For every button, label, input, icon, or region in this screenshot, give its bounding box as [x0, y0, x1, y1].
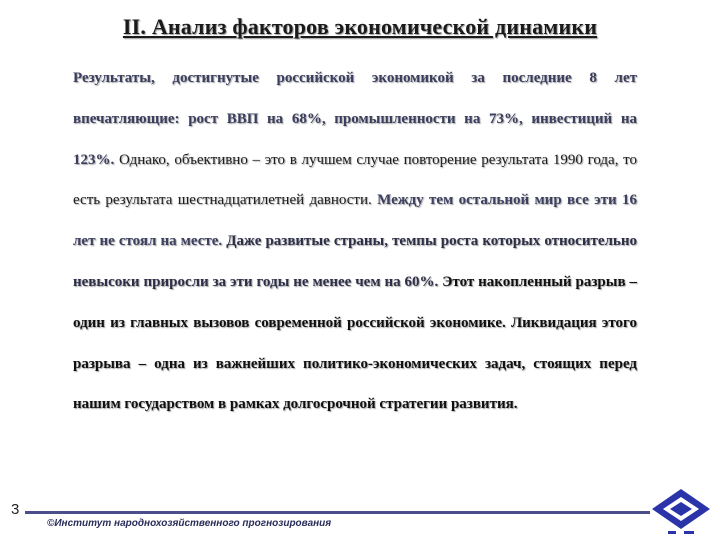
institute-logo-icon	[648, 487, 714, 539]
paragraph-segment-however: Однако, объективно – это в лучшем случае повторение результата 1990 года, то есть результата шестнадцатилетней давности.	[73, 151, 638, 209]
page-number: 3	[11, 501, 20, 518]
paragraph-segment-results: Результаты, достигнутые российской экономикой за последние 8 лет впечатляющие: рост ВВП на 68%, промышленности на 73%, инвестиций на 123%.	[73, 70, 637, 168]
footer-divider	[25, 511, 650, 514]
paragraph-segment-gap: Этот накопленный разрыв – один из главных вызовов современной российской экономике. Ликвидация этого разрыва – одна из важнейших политико-экономических задач, стоящих перед нашим государством в рамках долгосрочной стратегии развития.	[73, 273, 637, 413]
footer-organization: ©Институт народнохозяйственного прогнозирования	[47, 518, 332, 529]
body-paragraph	[73, 58, 637, 425]
paragraph-segment-developed: Даже развитые страны, темпы роста которых относительно невысоки приросли за эти годы не менее чем на 60%.	[73, 233, 637, 290]
paragraph-segment-world: Между тем остальной мир все эти 16 лет не стоял на месте.	[73, 192, 637, 250]
slide-title: II. Анализ факторов экономической динамики	[122, 14, 598, 39]
